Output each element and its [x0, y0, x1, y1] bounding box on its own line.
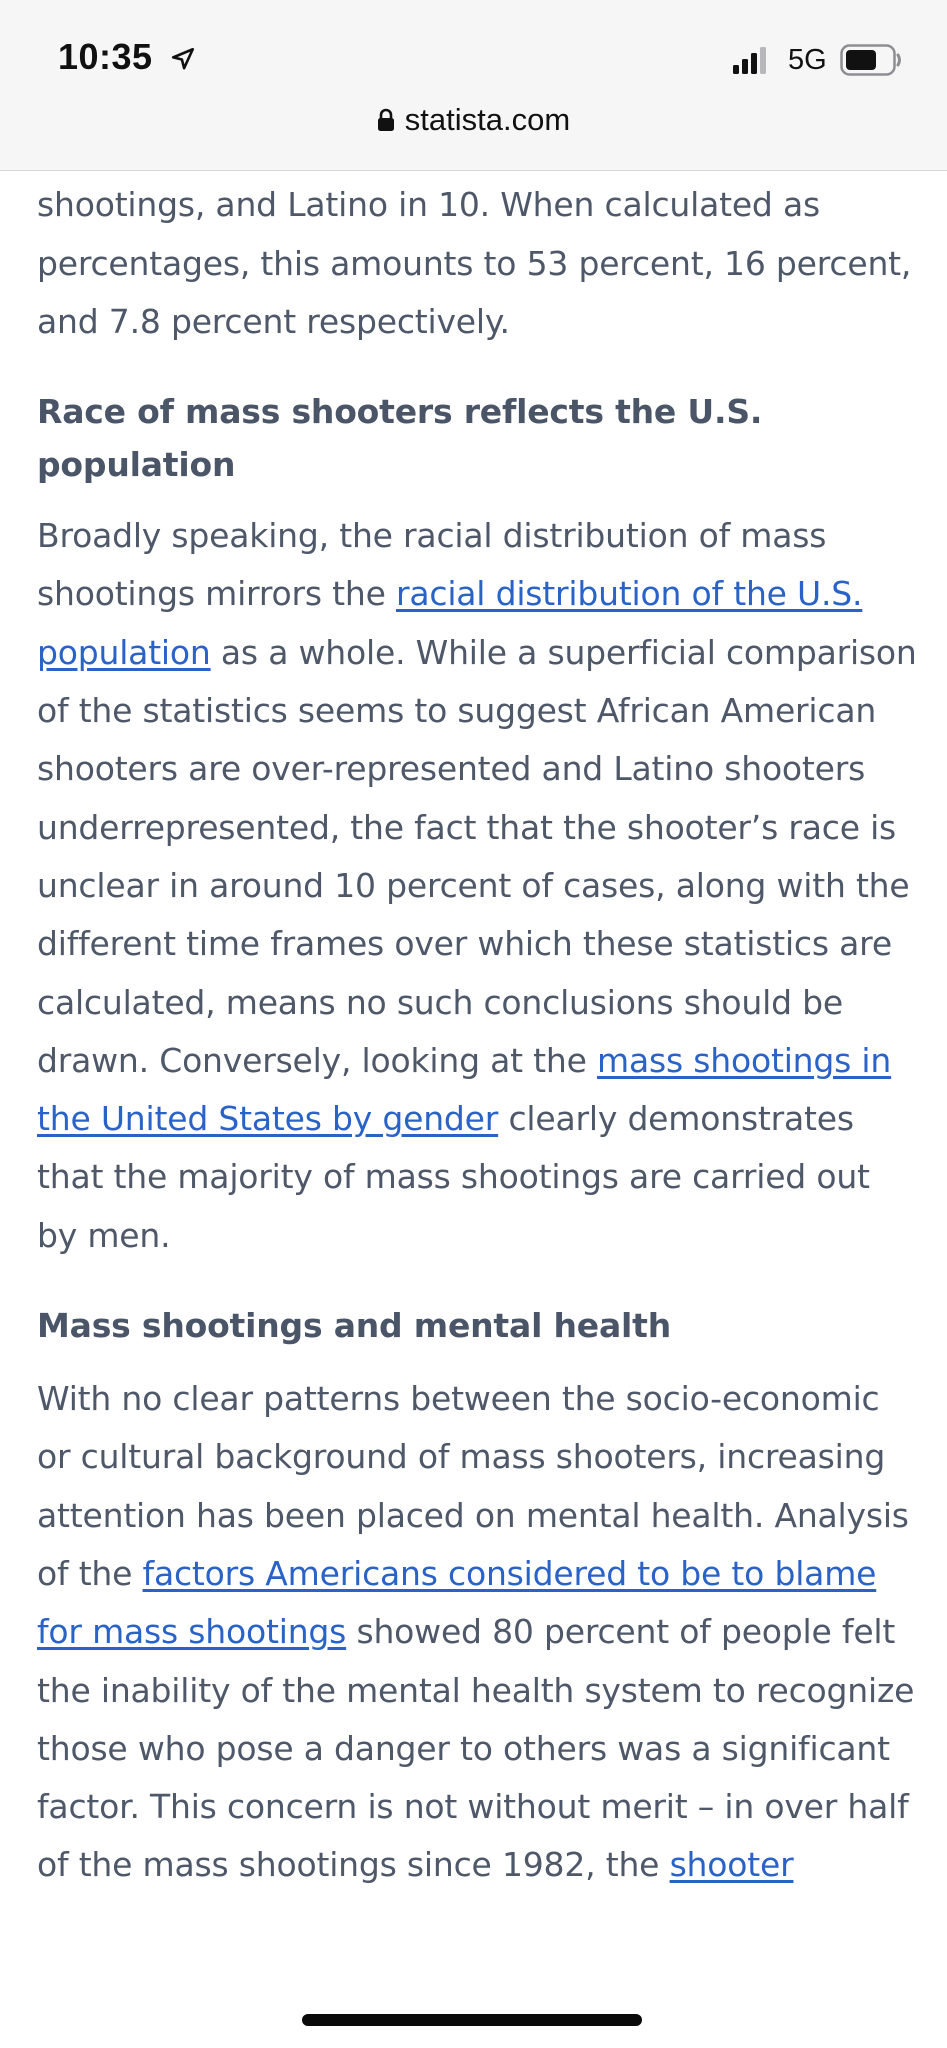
location-arrow-icon: [170, 46, 196, 72]
article-content: [37, 144, 917, 2048]
article-paragraph-intro: shootings, and Latino in 10. When calculated as percentages, this amounts to 53 percent, 16 percent, and 7.8 percent respectively.: [37, 185, 912, 341]
home-indicator[interactable]: [302, 2014, 642, 2026]
status-time: 10:35: [58, 36, 153, 77]
signal-icon: [733, 46, 769, 74]
paragraph-text: clearly demonstrates that the majority of mass shootings are carried out by men.: [37, 1099, 870, 1255]
url-domain: statista.com: [404, 102, 571, 137]
heading-mental-health: Mass shootings and mental health: [37, 1306, 671, 1346]
link-factors-to-blame[interactable]: factors Americans considered to be to blame for mass shootings: [37, 1553, 877, 1652]
link-racial-distribution[interactable]: racial distribution of the U.S. population: [37, 574, 863, 672]
paragraph-text: With no clear patterns between the socio-economic or cultural background of mass shooters, increasing attention has been placed on mental health. Analysis of the: [37, 1379, 909, 1593]
network-type-label: 5G: [788, 44, 827, 76]
paragraph-text: showed 80 percent of people felt the inability of the mental health system to recognize those who pose a danger to others was a significant factor. This concern is not without merit – in over half of the mass shootings since 1982, the: [37, 1612, 915, 1885]
browser-top-bar: [0, 0, 947, 171]
article-paragraph-race: [37, 507, 917, 1265]
link-shooter[interactable]: shooter: [669, 1845, 794, 1885]
link-mass-shootings-by-gender[interactable]: mass shootings in the United States by gender: [37, 1040, 892, 1139]
heading-race-of-mass-shooters: Race of mass shooters reflects the U.S. population: [37, 392, 763, 485]
paragraph-text: as a whole. While a superficial comparison of the statistics seems to suggest African American shooters are over-represented and Latino shooters underrepresented, the fact that the shooter’s race is unclear in around 10 percent of cases, along with the different time frames over which these statistics are calculated, means no such conclusions should be drawn. Conversely, looking at the: [37, 632, 917, 1080]
lock-icon: [377, 108, 395, 132]
paragraph-text: Broadly speaking, the racial distribution of mass shootings mirrors the: [37, 516, 827, 614]
url-bar[interactable]: [0, 102, 947, 138]
article-paragraph-mental-health: [37, 1370, 917, 1895]
battery-icon: [840, 44, 902, 76]
